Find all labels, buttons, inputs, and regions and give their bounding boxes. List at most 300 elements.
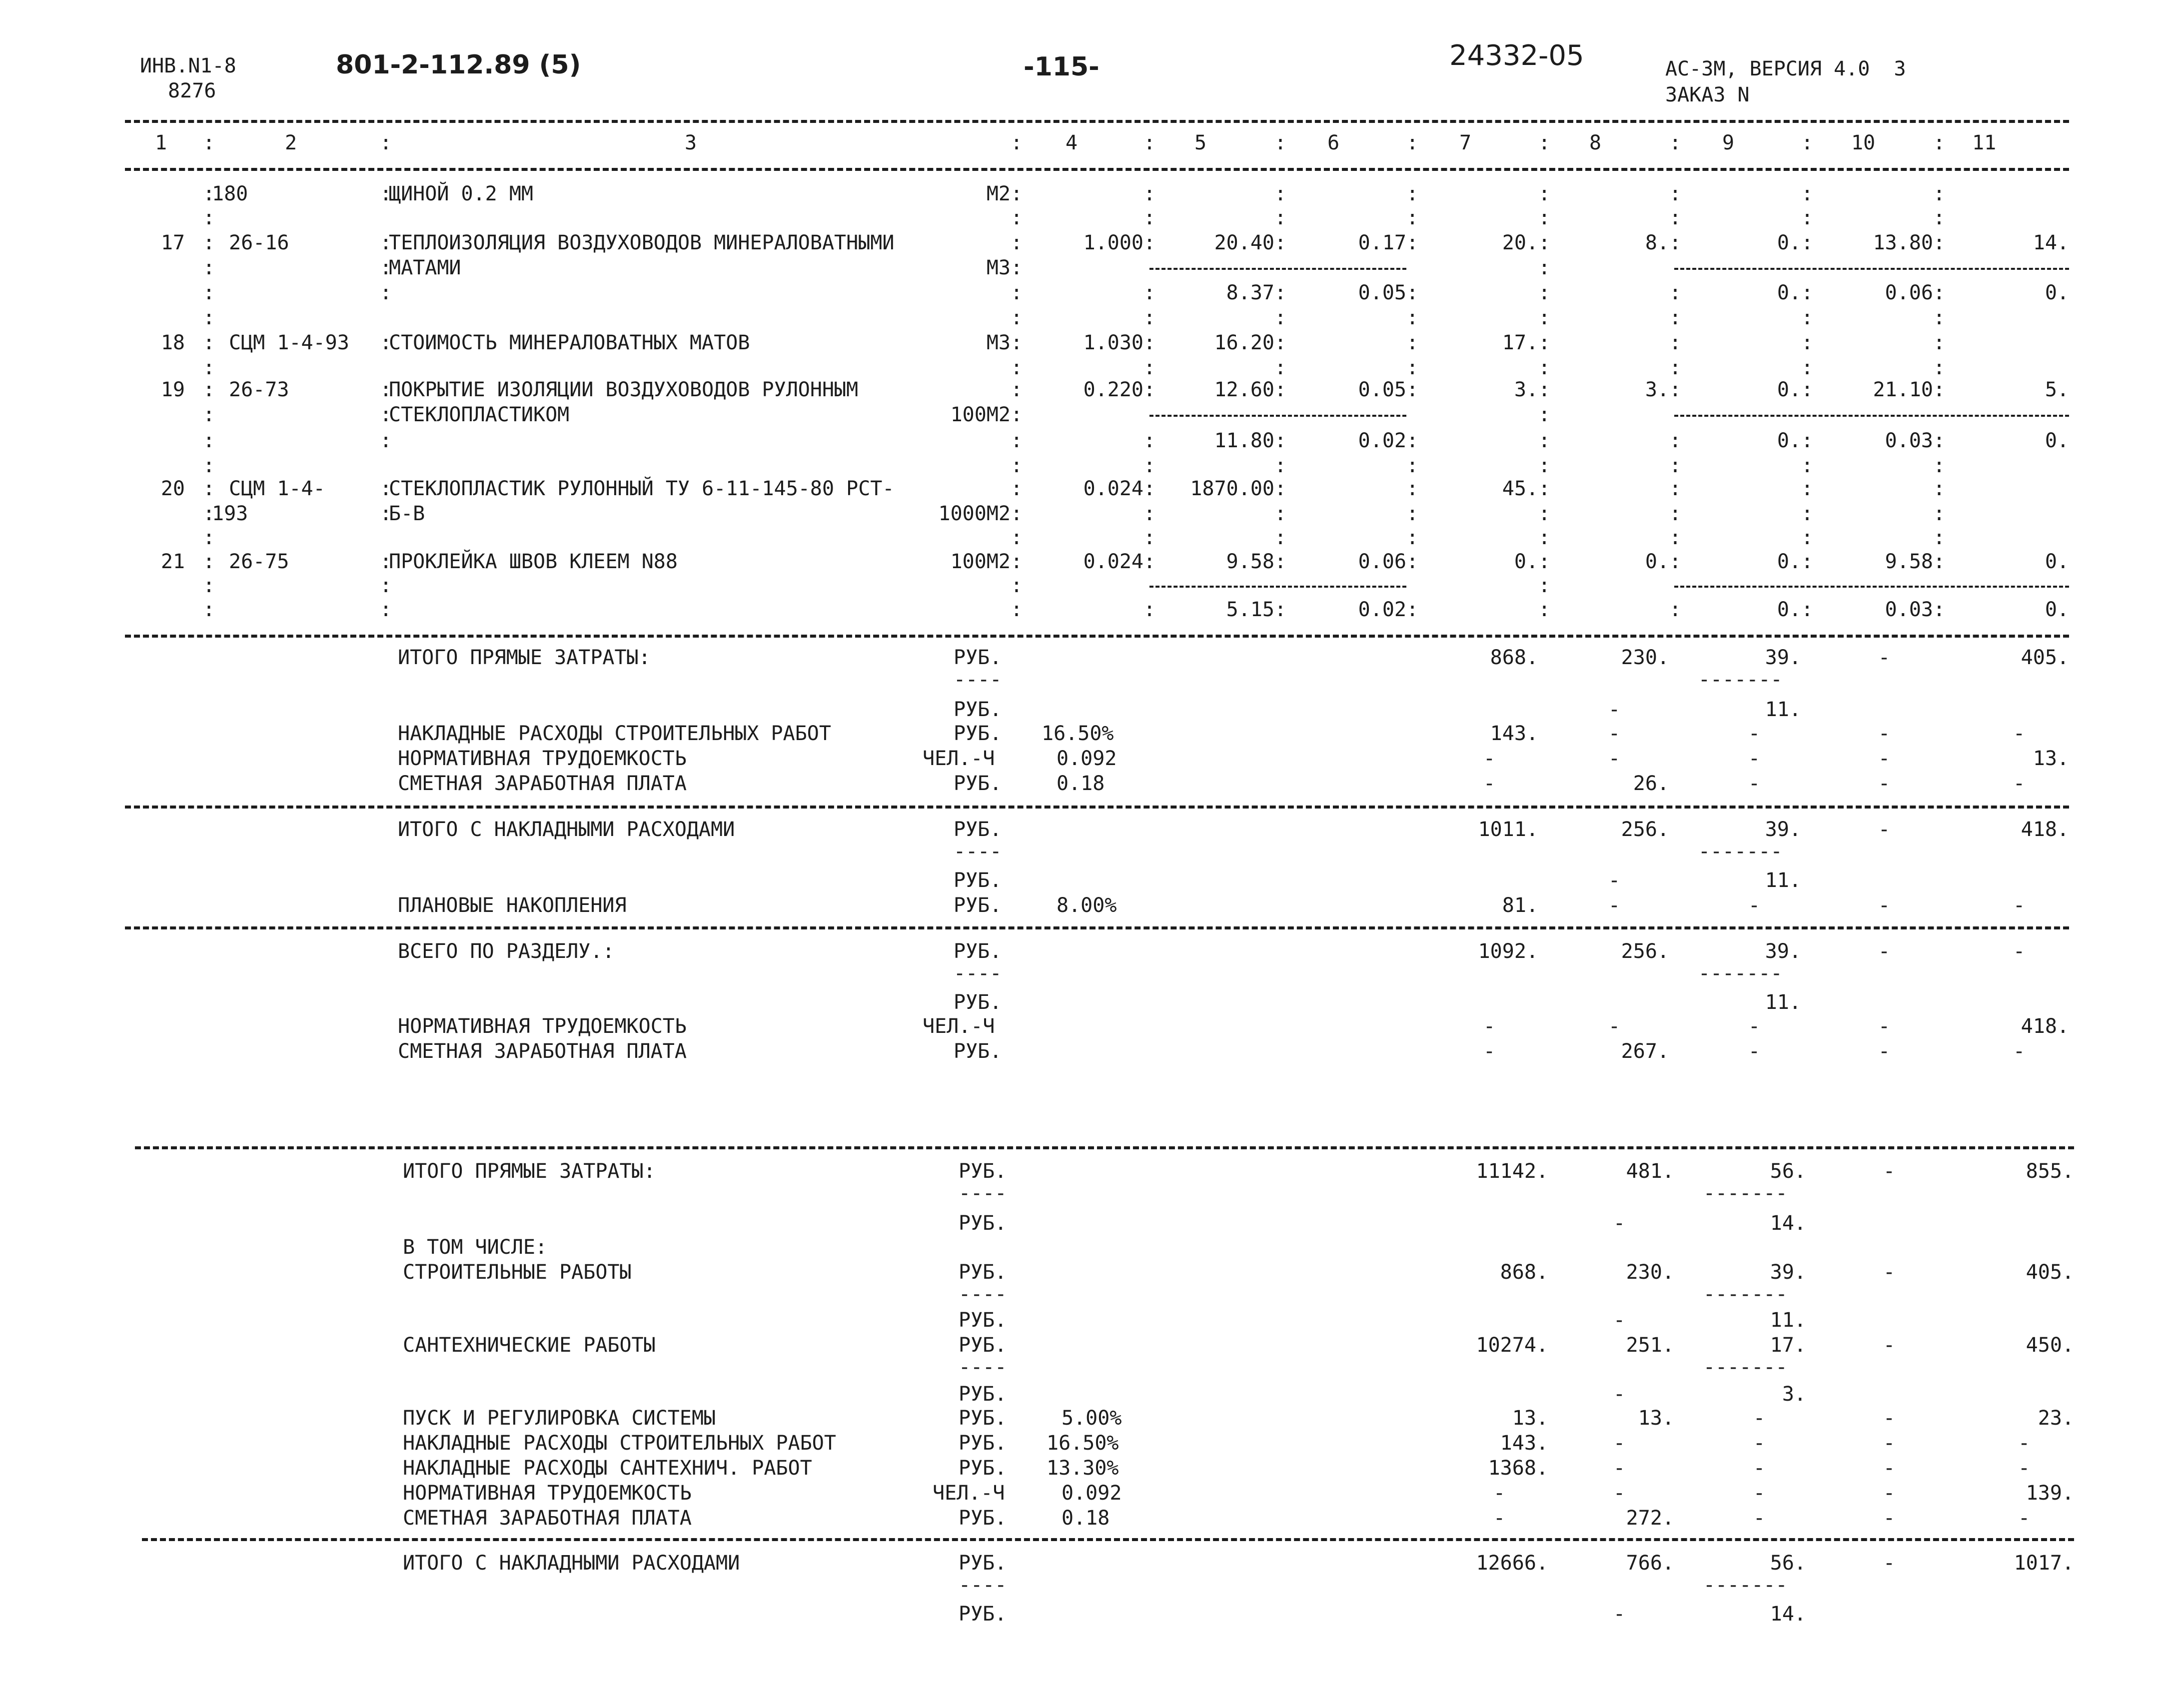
col-head-4: 4 [1066, 131, 1078, 154]
row-sep: : [1143, 477, 1156, 500]
row-sep: : [1274, 281, 1287, 304]
row-sep: : [1669, 454, 1682, 477]
value-rule: ------- [1703, 1574, 1788, 1597]
row-sep: : [1406, 598, 1419, 621]
value-cell: - [1613, 1212, 1626, 1235]
value-cell: 0. [1514, 550, 1538, 573]
value-cell: - [1878, 1015, 1891, 1038]
row-sep: : [380, 281, 392, 304]
unit-label: РУБ. [959, 1160, 1007, 1183]
value-cell: - [1883, 1334, 1896, 1357]
row-sep: : [1406, 454, 1419, 477]
row-sep: : [1274, 231, 1287, 254]
value-cell: - [1878, 1040, 1891, 1063]
value-cell: 56. [1770, 1552, 1806, 1575]
row-sep: : [1011, 574, 1023, 597]
value-cell: 39. [1765, 646, 1801, 669]
row-sep: : [1011, 356, 1023, 379]
row-sep: : [1011, 306, 1023, 329]
row-sep: : [203, 598, 215, 621]
row-sep: : [1406, 526, 1419, 549]
name-cell: МАТАМИ [389, 256, 461, 279]
name-cell: СТЕКЛОПЛАСТИКОМ [389, 403, 570, 426]
inventory-number: 8276 [168, 79, 216, 102]
row-sep: : [1538, 331, 1551, 354]
row-sep: : [1274, 454, 1287, 477]
value-cell: 0. [2045, 429, 2069, 452]
value-cell: 17. [1770, 1334, 1806, 1357]
row-sep: : [1143, 306, 1156, 329]
value-cell: - [2013, 1040, 2026, 1063]
row-sep: : [1538, 477, 1551, 500]
row-sep: : [1274, 477, 1287, 500]
row-sep: : [203, 429, 215, 452]
row-sep: : [380, 378, 392, 401]
row-sep: : [1406, 182, 1419, 205]
value-rule: ------- [1703, 1356, 1788, 1379]
value-cell: - [2013, 772, 2026, 795]
value-cell: - [2018, 1507, 2031, 1530]
cell-rule [1674, 586, 2069, 588]
row-sep: : [1274, 378, 1287, 401]
value-cell: 0. [1777, 378, 1801, 401]
section-rule [125, 806, 2069, 809]
rate-cell: 0.092 [1062, 1482, 1122, 1505]
value-cell: 0.05 [1358, 378, 1406, 401]
row-sep: : [1801, 502, 1814, 525]
value-rule: ------- [1698, 962, 1783, 985]
row-sep: : [1143, 281, 1156, 304]
row-sep: : [1538, 454, 1551, 477]
value-cell: 17. [1502, 331, 1538, 354]
row-sep: : [1143, 331, 1156, 354]
name-cell: ПРОКЛЕЙКА ШВОВ КЛЕЕМ N88 [389, 550, 678, 573]
row-sep: : [1011, 550, 1023, 573]
header-rule-top [125, 120, 2069, 123]
value-cell: 1017. [2014, 1552, 2074, 1575]
row-sep: : [1933, 306, 1946, 329]
unit-label: ЧЕЛ.-Ч [933, 1482, 1005, 1505]
row-sep: : [1406, 306, 1419, 329]
value-cell: 13. [1638, 1407, 1674, 1430]
unit-label: РУБ. [954, 1040, 1002, 1063]
unit-cell: 100М2 [950, 550, 1011, 573]
code-cell: СЦМ 1-4-93 [229, 331, 349, 354]
summary-label: В ТОМ ЧИСЛЕ: [403, 1236, 547, 1259]
row-sep: : [1538, 306, 1551, 329]
row-sep: : [1538, 281, 1551, 304]
cell-rule [1149, 415, 1406, 417]
unit-label: РУБ. [954, 894, 1002, 917]
row-number: 20 [160, 477, 185, 500]
summary-label: САНТЕХНИЧЕСКИЕ РАБОТЫ [403, 1334, 656, 1357]
row-sep: : [380, 403, 392, 426]
row-sep: : [203, 231, 215, 254]
value-cell: 21.10 [1873, 378, 1933, 401]
value-cell: 20.40 [1214, 231, 1274, 254]
value-cell: 0.06 [1885, 281, 1933, 304]
value-cell: - [1748, 1015, 1761, 1038]
row-sep: : [1933, 454, 1946, 477]
value-cell: 418. [2021, 818, 2069, 841]
col-sep: : [1538, 131, 1551, 154]
value-cell: - [1608, 698, 1621, 721]
value-cell: - [1878, 894, 1891, 917]
summary-label: ПЛАНОВЫЕ НАКОПЛЕНИЯ [398, 894, 627, 917]
row-sep: : [1669, 550, 1682, 573]
row-sep: : [1669, 182, 1682, 205]
col-sep: : [1011, 131, 1023, 154]
unit-label: РУБ. [959, 1212, 1007, 1235]
row-sep: : [1538, 526, 1551, 549]
value-cell: 868. [1500, 1261, 1548, 1284]
value-cell: - [1748, 747, 1761, 770]
value-cell: 0. [2045, 550, 2069, 573]
row-sep: : [1143, 550, 1156, 573]
row-sep: : [380, 182, 392, 205]
col-sep: : [1143, 131, 1156, 154]
rate-cell: 5.00% [1062, 1407, 1122, 1430]
unit-rule: ---- [959, 1574, 1007, 1597]
name-cell: Б-В [389, 502, 425, 525]
value-cell: - [1608, 1015, 1621, 1038]
name-cell: ТЕПЛОИЗОЛЯЦИЯ ВОЗДУХОВОДОВ МИНЕРАЛОВАТНЫМИ [389, 231, 895, 254]
value-cell: 20. [1502, 231, 1538, 254]
row-sep: : [1801, 231, 1814, 254]
row-sep: : [1933, 502, 1946, 525]
code-cell: СЦМ 1-4- [229, 477, 325, 500]
row-sep: : [203, 206, 215, 229]
row-sep: : [203, 281, 215, 304]
value-cell: 9.58 [1226, 550, 1274, 573]
summary-label: ПУСК И РЕГУЛИРОВКА СИСТЕМЫ [403, 1407, 716, 1430]
row-sep: : [1406, 331, 1419, 354]
value-cell: - [1748, 894, 1761, 917]
col-sep: : [1406, 131, 1419, 154]
value-cell: - [1878, 818, 1891, 841]
value-cell: 26. [1633, 772, 1669, 795]
row-sep: : [1933, 331, 1946, 354]
cell-rule [1149, 586, 1406, 588]
row-sep: : [1011, 256, 1023, 279]
summary-label: ИТОГО С НАКЛАДНЫМИ РАСХОДАМИ [403, 1552, 740, 1575]
value-cell: 272. [1626, 1507, 1674, 1530]
row-sep: : [1801, 356, 1814, 379]
row-sep: : [1011, 454, 1023, 477]
value-cell: 16.20 [1214, 331, 1274, 354]
value-cell: 256. [1621, 940, 1669, 963]
row-sep: : [203, 182, 215, 205]
page-number: -115- [1024, 52, 1099, 82]
code-cell: 193 [212, 502, 248, 525]
row-sep: : [1669, 378, 1682, 401]
value-cell: - [1613, 1383, 1626, 1406]
value-cell: 13. [2033, 747, 2069, 770]
program-version: АС-3М, ВЕРСИЯ 4.0 3 [1665, 57, 1906, 80]
value-cell: - [1608, 747, 1621, 770]
row-sep: : [1406, 550, 1419, 573]
row-sep: : [1801, 477, 1814, 500]
row-sep: : [1011, 182, 1023, 205]
value-rule: ------- [1698, 840, 1783, 863]
handwritten-stamp: 24332-05 [1449, 39, 1584, 72]
value-cell: 14. [1770, 1603, 1806, 1626]
value-cell: - [1748, 772, 1761, 795]
row-sep: : [1933, 477, 1946, 500]
value-cell: - [1493, 1507, 1506, 1530]
value-cell: 0. [1777, 429, 1801, 452]
row-sep: : [380, 502, 392, 525]
row-sep: : [1538, 574, 1551, 597]
summary-label: СМЕТНАЯ ЗАРАБОТНАЯ ПЛАТА [398, 1040, 687, 1063]
row-sep: : [1274, 502, 1287, 525]
row-sep: : [1538, 256, 1551, 279]
row-sep: : [1933, 429, 1946, 452]
value-cell: - [1753, 1507, 1766, 1530]
col-head-9: 9 [1722, 131, 1735, 154]
value-cell: 14. [2033, 231, 2069, 254]
row-sep: : [380, 256, 392, 279]
row-sep: : [203, 550, 215, 573]
value-cell: 418. [2021, 1015, 2069, 1038]
row-sep: : [1538, 231, 1551, 254]
value-cell: 13. [1512, 1407, 1548, 1430]
unit-rule: ---- [954, 668, 1002, 691]
value-cell: - [1878, 747, 1891, 770]
value-cell: 251. [1626, 1334, 1674, 1357]
value-cell: - [1613, 1309, 1626, 1332]
unit-cell: М3 [986, 331, 1011, 354]
row-sep: : [1143, 206, 1156, 229]
unit-label: РУБ. [959, 1334, 1007, 1357]
row-sep: : [1011, 281, 1023, 304]
value-cell: - [1748, 1040, 1761, 1063]
row-sep: : [1011, 502, 1023, 525]
value-cell: 766. [1626, 1552, 1674, 1575]
summary-label: ИТОГО ПРЯМЫЕ ЗАТРАТЫ: [398, 646, 651, 669]
value-cell: - [2018, 1432, 2031, 1455]
summary-label: СМЕТНАЯ ЗАРАБОТНАЯ ПЛАТА [398, 772, 687, 795]
inventory-label: ИНВ.N1-8 [140, 54, 236, 77]
unit-rule: ---- [959, 1283, 1007, 1306]
row-sep: : [1538, 378, 1551, 401]
row-sep: : [1406, 356, 1419, 379]
value-cell: - [1883, 1160, 1896, 1183]
value-cell: 0.220 [1083, 378, 1143, 401]
row-sep: : [1011, 378, 1023, 401]
value-cell: 13.80 [1873, 231, 1933, 254]
row-sep: : [203, 526, 215, 549]
value-cell: - [1883, 1407, 1896, 1430]
row-sep: : [1669, 306, 1682, 329]
unit-label: РУБ. [959, 1383, 1007, 1406]
row-sep: : [203, 574, 215, 597]
value-cell: 0. [2045, 598, 2069, 621]
value-cell: - [2018, 1457, 2031, 1480]
summary-label: СТРОИТЕЛЬНЫЕ РАБОТЫ [403, 1261, 632, 1284]
row-sep: : [380, 574, 392, 597]
unit-cell: 1000М2 [938, 502, 1011, 525]
summary-label: НАКЛАДНЫЕ РАСХОДЫ СТРОИТЕЛЬНЫХ РАБОТ [398, 722, 831, 745]
value-cell: - [1878, 646, 1891, 669]
value-cell: 1.030 [1083, 331, 1143, 354]
row-sep: : [1933, 378, 1946, 401]
row-sep: : [1669, 429, 1682, 452]
row-sep: : [1538, 403, 1551, 426]
row-sep: : [1406, 231, 1419, 254]
value-cell: 45. [1502, 477, 1538, 500]
row-sep: : [1406, 206, 1419, 229]
row-sep: : [203, 306, 215, 329]
code-cell: 26-75 [229, 550, 289, 573]
col-head-10: 10 [1851, 131, 1876, 154]
value-cell: - [1883, 1432, 1896, 1455]
value-cell: 868. [1490, 646, 1538, 669]
section-rule [135, 1146, 2074, 1149]
row-sep: : [1669, 231, 1682, 254]
row-sep: : [203, 502, 215, 525]
row-sep: : [1669, 502, 1682, 525]
col-head-1: 1 [155, 131, 167, 154]
value-cell: - [1753, 1432, 1766, 1455]
value-cell: - [1613, 1432, 1626, 1455]
name-cell: ЩИНОЙ 0.2 ММ [389, 182, 533, 205]
value-cell: 256. [1621, 818, 1669, 841]
row-sep: : [1143, 502, 1156, 525]
unit-label: РУБ. [954, 818, 1002, 841]
row-sep: : [1011, 477, 1023, 500]
value-cell: 23. [2038, 1407, 2074, 1430]
rate-cell: 8.00% [1057, 894, 1117, 917]
row-sep: : [203, 477, 215, 500]
summary-label: ВСЕГО ПО РАЗДЕЛУ.: [398, 940, 615, 963]
summary-label: НАКЛАДНЫЕ РАСХОДЫ САНТЕХНИЧ. РАБОТ [403, 1457, 812, 1480]
unit-label: ЧЕЛ.-Ч [923, 747, 995, 770]
row-sep: : [1274, 356, 1287, 379]
row-sep: : [1274, 306, 1287, 329]
row-sep: : [1406, 429, 1419, 452]
value-cell: 0.06 [1358, 550, 1406, 573]
row-sep: : [1801, 331, 1814, 354]
row-sep: : [1669, 526, 1682, 549]
row-sep: : [1538, 598, 1551, 621]
value-cell: - [1613, 1603, 1626, 1626]
value-cell: - [1753, 1407, 1766, 1430]
value-cell: - [1613, 1457, 1626, 1480]
row-number: 17 [160, 231, 185, 254]
row-sep: : [1274, 598, 1287, 621]
value-cell: 267. [1621, 1040, 1669, 1063]
value-cell: - [2013, 940, 2026, 963]
summary-label: НОРМАТИВНАЯ ТРУДОЕМКОСТЬ [398, 747, 687, 770]
row-sep: : [1669, 281, 1682, 304]
value-cell: 3. [1645, 378, 1669, 401]
row-sep: : [1143, 231, 1156, 254]
row-sep: : [1406, 281, 1419, 304]
value-cell: 0. [1777, 231, 1801, 254]
code-cell: 26-73 [229, 378, 289, 401]
value-cell: 5. [2045, 378, 2069, 401]
value-cell: - [1753, 1482, 1766, 1505]
value-rule: ------- [1698, 668, 1783, 691]
row-sep: : [1274, 331, 1287, 354]
col-sep: : [203, 131, 215, 154]
col-sep: : [380, 131, 392, 154]
unit-rule: ---- [954, 840, 1002, 863]
unit-rule: ---- [959, 1182, 1007, 1205]
value-cell: - [1883, 1482, 1896, 1505]
value-cell: 11. [1770, 1309, 1806, 1332]
value-cell: 230. [1621, 646, 1669, 669]
unit-label: РУБ. [959, 1603, 1007, 1626]
col-head-8: 8 [1589, 131, 1602, 154]
row-sep: : [1274, 550, 1287, 573]
value-cell: 0.05 [1358, 281, 1406, 304]
row-sep: : [203, 378, 215, 401]
row-sep: : [1669, 356, 1682, 379]
value-cell: - [1878, 940, 1891, 963]
value-cell: 1011. [1478, 818, 1538, 841]
value-cell: 11142. [1476, 1160, 1548, 1183]
summary-label: НОРМАТИВНАЯ ТРУДОЕМКОСТЬ [403, 1482, 692, 1505]
unit-label: РУБ. [959, 1407, 1007, 1430]
row-sep: : [1801, 306, 1814, 329]
value-cell: 12666. [1476, 1552, 1548, 1575]
col-sep: : [1274, 131, 1287, 154]
unit-label: РУБ. [954, 772, 1002, 795]
row-sep: : [1274, 429, 1287, 452]
value-cell: 0.02 [1358, 598, 1406, 621]
value-cell: 481. [1626, 1160, 1674, 1183]
value-cell: - [2013, 722, 2026, 745]
unit-rule: ---- [959, 1356, 1007, 1379]
unit-label: РУБ. [959, 1507, 1007, 1530]
row-sep: : [1011, 206, 1023, 229]
value-cell: 39. [1765, 818, 1801, 841]
value-rule: ------- [1703, 1283, 1788, 1306]
value-cell: - [1493, 1482, 1506, 1505]
summary-label: СМЕТНАЯ ЗАРАБОТНАЯ ПЛАТА [403, 1507, 692, 1530]
row-sep: : [1801, 182, 1814, 205]
unit-label: РУБ. [959, 1552, 1007, 1575]
row-sep: : [1011, 598, 1023, 621]
row-sep: : [1801, 550, 1814, 573]
value-cell: - [1753, 1457, 1766, 1480]
section-rule [142, 1538, 2074, 1541]
row-sep: : [380, 477, 392, 500]
row-sep: : [1274, 182, 1287, 205]
col-head-11: 11 [1972, 131, 1997, 154]
row-sep: : [1143, 454, 1156, 477]
value-cell: - [1878, 772, 1891, 795]
row-sep: : [1143, 356, 1156, 379]
row-sep: : [1538, 550, 1551, 573]
cell-rule [1149, 268, 1406, 270]
value-cell: 0. [2045, 281, 2069, 304]
col-head-7: 7 [1459, 131, 1472, 154]
value-cell: 11. [1765, 991, 1801, 1014]
unit-rule: ---- [954, 962, 1002, 985]
row-sep: : [1406, 477, 1419, 500]
rate-cell: 13.30% [1047, 1457, 1119, 1480]
unit-label: РУБ. [954, 869, 1002, 892]
row-sep: : [1011, 331, 1023, 354]
value-cell: 405. [2021, 646, 2069, 669]
row-sep: : [1801, 454, 1814, 477]
value-cell: - [1483, 747, 1496, 770]
value-cell: - [1483, 1040, 1496, 1063]
value-cell: 3. [1514, 378, 1538, 401]
